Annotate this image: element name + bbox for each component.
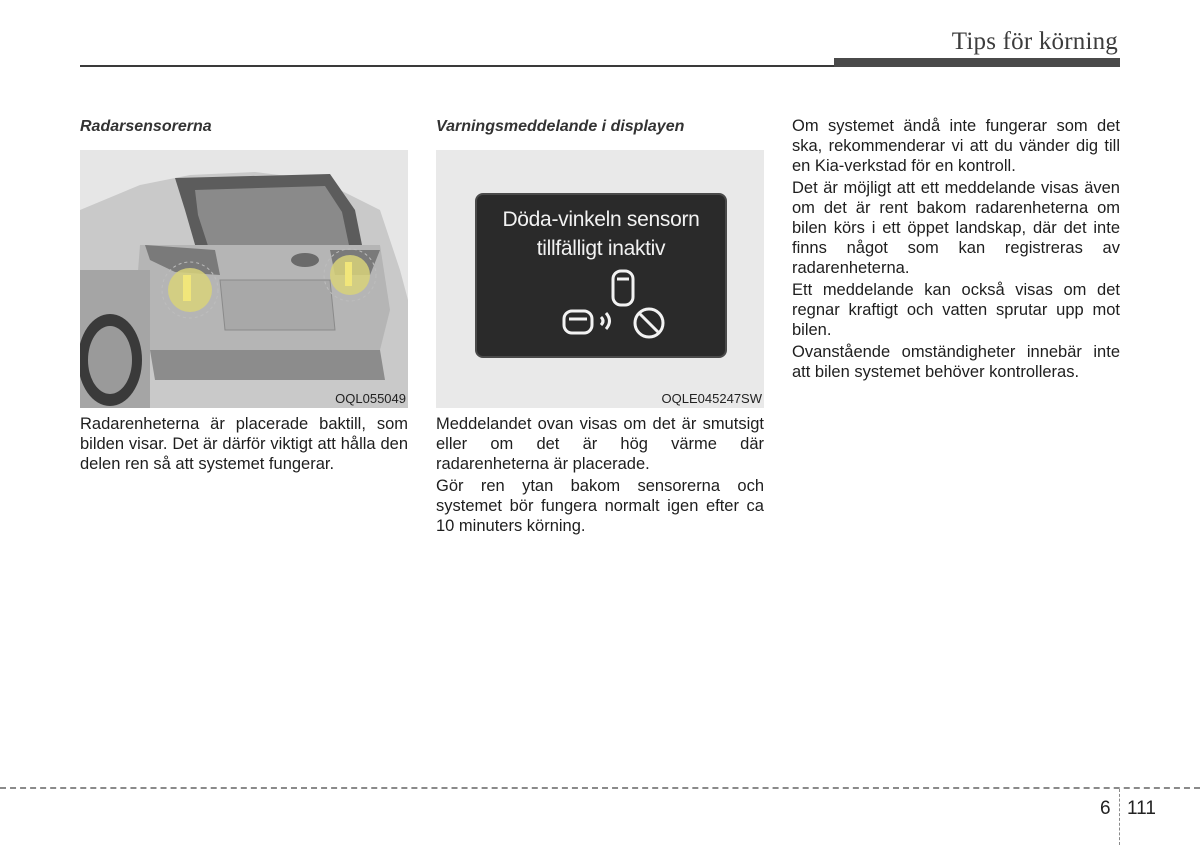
paragraph: Det är möjligt att ett meddelande visas även om det är rent bakom radarenheterna om bilen körs i ett öppet landskap, där det inte finns något som kan registreras av radarenheterna.	[792, 179, 1120, 277]
paragraph: Ovanstående omständigheter innebär inte att bilen systemet behöver kontrolleras.	[792, 343, 1120, 381]
figure-display-message	[436, 150, 764, 408]
section-heading-radar-sensors: Radarsensorerna	[80, 118, 212, 135]
figure-car-rear	[80, 150, 408, 408]
blind-spot-disabled-icon	[557, 267, 687, 352]
paragraph: Radarenheterna är placerade baktill, som bilden visar. Det är därför viktigt att hålla den delen ren så att systemet fungerar.	[80, 415, 408, 473]
paragraph: Ett meddelande kan också visas om det regnar kraftigt och vatten sprutar upp mot bilen.	[792, 281, 1120, 339]
display-message-line2: tillfälligt inaktiv	[536, 237, 666, 260]
instrument-display	[475, 193, 727, 358]
section-heading-display-warning: Varningsmeddelande i displayen	[436, 118, 685, 135]
footer-rule	[0, 787, 1200, 789]
page-header-title: Tips för körning	[951, 28, 1118, 55]
column-left	[80, 116, 408, 474]
header-rule-accent	[834, 58, 1120, 67]
figure-code: OQL055049	[335, 391, 406, 406]
display-message-line1: Döda-vinkeln sensorn	[502, 208, 700, 231]
car-rear-illustration	[80, 150, 408, 408]
footer-divider	[1119, 789, 1120, 845]
page-number: 111	[1127, 798, 1156, 819]
figure-code: OQLE045247SW	[661, 391, 762, 406]
column-middle	[436, 116, 764, 536]
paragraph: Gör ren ytan bakom sensorerna och systemet bör fungera normalt igen efter ca 10 minuters körning.	[436, 477, 764, 535]
chapter-number: 6	[1100, 798, 1111, 819]
paragraph: Meddelandet ovan visas om det är smutsigt eller om det är hög värme där radarenheterna är placerade.	[436, 415, 764, 473]
paragraph: Om systemet ändå inte fungerar som det ska, rekommenderar vi att du vänder dig till en Kia-verkstad för en kontroll.	[792, 117, 1120, 175]
header-rule	[80, 65, 840, 67]
column-right	[792, 116, 1120, 384]
